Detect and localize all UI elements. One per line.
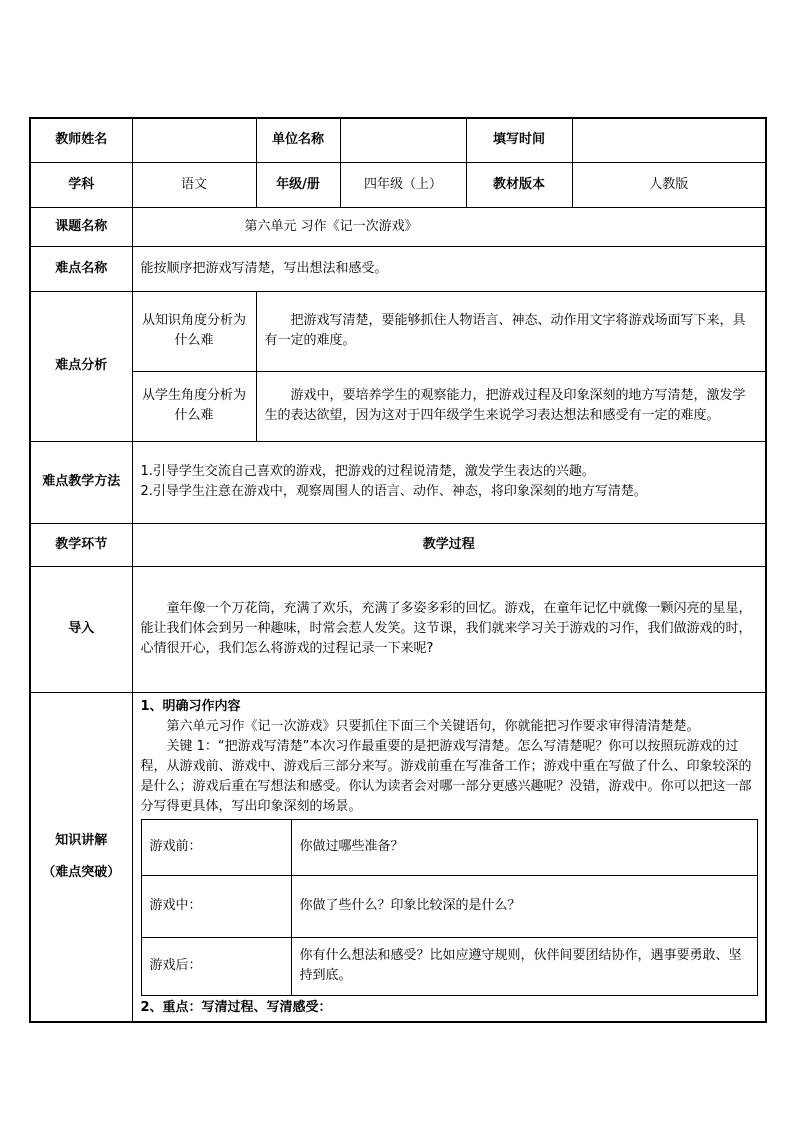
stage-header: 教学环节 [30, 523, 132, 566]
stage-row-after [141, 937, 757, 995]
knowledge-angle-text [256, 291, 766, 371]
header-row-2 [30, 162, 766, 207]
topic-value: 第六单元 习作《记一次游戏》 [132, 207, 766, 246]
section-1-title: 1、明确习作内容 [140, 698, 241, 714]
game-stage-table [141, 819, 758, 996]
knowledge-angle-paragraph: 把游戏写清楚，要能够抓住人物语言、神态、动作用文字将游戏场面写下来，具有一定的难度。 [264, 313, 746, 348]
lesson-plan-table [29, 117, 767, 1023]
teacher-label: 教师姓名 [30, 118, 132, 162]
unit-value [340, 118, 466, 162]
intro-label: 导入 [30, 566, 132, 692]
knowledge-sublabel: （难点突破） [42, 864, 121, 880]
stage-row-before [141, 819, 757, 875]
analysis-row-student [30, 371, 766, 441]
knowledge-row [30, 692, 766, 1022]
method-label: 难点教学方法 [30, 441, 132, 523]
header-row-1 [30, 118, 766, 162]
stage-before-content: 你做过哪些准备？ [291, 819, 757, 875]
grade-value: 四年级（上） [340, 162, 466, 207]
process-header-row [30, 523, 766, 566]
time-label: 填写时间 [466, 118, 572, 162]
stage-during-content: 你做了些什么？印象比较深的是什么？ [291, 875, 757, 937]
difficulty-value: 能按顺序把游戏写清楚，写出想法和感受。 [132, 246, 766, 291]
intro-paragraph: 童年像一个万花筒，充满了欢乐，充满了多姿多彩的回忆。游戏，在童年记忆中就像一颗闪亮的星星，能让我们体会到另一种趣味，时常会惹人发笑。这节课，我们就来学习关于游戏的习作，我们做游戏的时，心情很开心，我们怎么将游戏的过程记录一下来呢? [140, 601, 752, 656]
analysis-label: 难点分析 [30, 291, 132, 441]
subject-value: 语文 [132, 162, 256, 207]
method-list [132, 441, 766, 523]
knowledge-label: 知识讲解 [55, 832, 108, 848]
edition-value: 人教版 [572, 162, 766, 207]
student-angle-paragraph: 游戏中，要培养学生的观察能力，把游戏过程及印象深刻的地方写清楚，激发学生的表达欲望，因为这对于四年级学生来说学习表达想法和感受有一定的难度。 [264, 388, 746, 423]
lesson-plan-page [29, 117, 765, 1023]
method-item-1: 1.引导学生交流自己喜欢的游戏，把游戏的过程说清楚，激发学生表达的兴趣。 [140, 464, 595, 479]
edition-label: 教材版本 [466, 162, 572, 207]
knowledge-angle-label: 从知识角度分析为什么难 [132, 291, 256, 371]
unit-label: 单位名称 [256, 118, 340, 162]
difficulty-label: 难点名称 [30, 246, 132, 291]
difficulty-row [30, 246, 766, 291]
student-angle-label: 从学生角度分析为什么难 [132, 371, 256, 441]
intro-row [30, 566, 766, 692]
stage-before-label: 游戏前： [141, 819, 291, 875]
section-2-title: 2、重点：写清过程、写清感受： [140, 999, 332, 1015]
stage-during-label: 游戏中： [141, 875, 291, 937]
section-1-paragraph-1: 第六单元习作《记一次游戏》只要抓住下面三个关键语句，你就能把习作要求审得清清楚楚。 [166, 718, 700, 734]
intro-content [132, 566, 766, 692]
grade-label: 年级/册 [256, 162, 340, 207]
stage-after-content: 你有什么想法和感受？比如应遵守规则，伙伴间要团结协作，遇事要勇敢、坚持到底。 [291, 937, 757, 995]
section-1-paragraph-2: 关键 1：“把游戏写清楚”本次习作最重要的是把游戏写清楚。怎么写清楚呢？你可以按照玩游戏的过程，从游戏前、游戏中、游戏后三部分来写。游戏前重在写准备工作；游戏中重在写做了什么、印象较深的是什么；游戏后重在写想法和感受。你认为读者会对哪一部分更感兴趣呢？没错，游戏中。你可以把这一部分写得更具体，写出印象深刻的场景。 [140, 738, 752, 814]
knowledge-label-cell [30, 692, 132, 1022]
method-row [30, 441, 766, 523]
subject-label: 学科 [30, 162, 132, 207]
topic-row [30, 207, 766, 246]
method-item-2: 2.引导学生注意在游戏中，观察周围人的语言、动作、神态，将印象深刻的地方写清楚。 [140, 484, 647, 499]
stage-row-during [141, 875, 757, 937]
teacher-value [132, 118, 256, 162]
knowledge-content [132, 692, 766, 1022]
stage-after-label: 游戏后： [141, 937, 291, 995]
student-angle-text [256, 371, 766, 441]
process-header: 教学过程 [132, 523, 766, 566]
time-value [572, 118, 766, 162]
analysis-row-knowledge [30, 291, 766, 371]
topic-label: 课题名称 [30, 207, 132, 246]
